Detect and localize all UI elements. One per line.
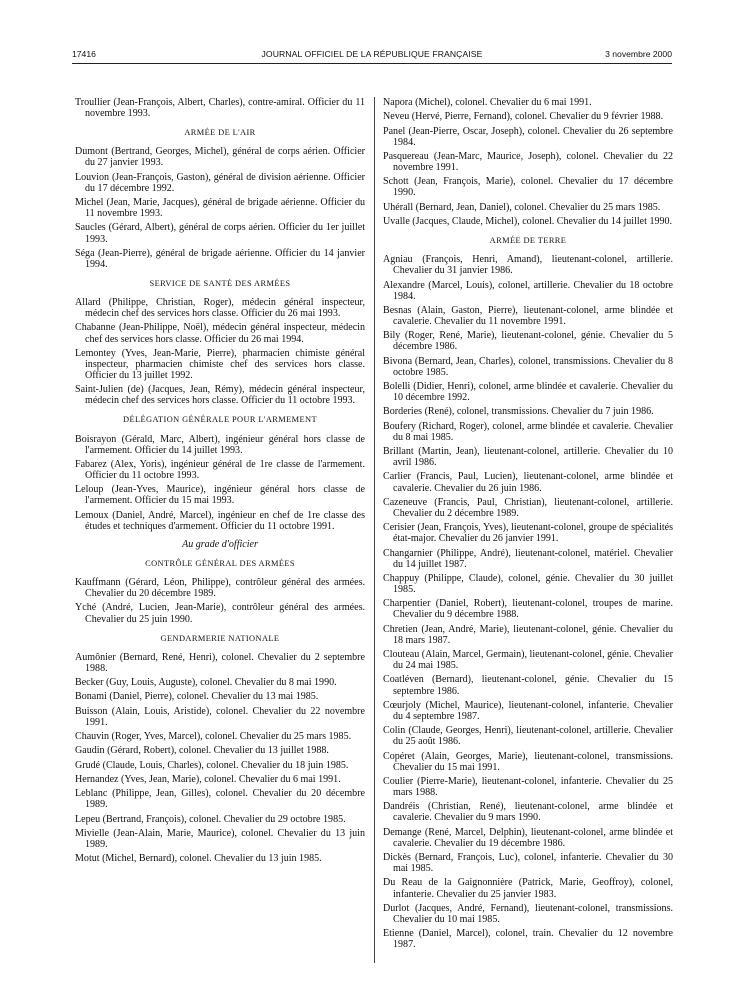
list-entry: Lemontey (Yves, Jean-Marie, Pierre), pharmacien chimiste général inspecteur, pharmacien chimiste chef des services hors classe. Officier du 13 juillet 1992. — [75, 347, 365, 381]
list-entry: Changarnier (Philippe, André), lieutenant-colonel, matériel. Chevalier du 14 juillet 1987. — [383, 547, 673, 570]
list-entry: Gaudin (Gérard, Robert), colonel. Chevalier du 13 juillet 1988. — [75, 745, 329, 757]
list-entry: Dandréis (Christian, René), lieutenant-colonel, arme blindée et cavalerie. Chevalier du 9 mars 1990. — [383, 801, 673, 824]
section-heading: ARMÉE DE L'AIR — [184, 128, 256, 138]
section-heading: ARMÉE DE TERRE — [489, 236, 567, 246]
list-entry: Durlot (Jacques, André, Fernand), lieutenant-colonel, transmissions. Chevalier du 10 mai 1985. — [383, 902, 673, 925]
list-entry: Grudé (Claude, Louis, Charles), colonel. Chevalier du 18 juin 1985. — [75, 759, 349, 771]
header-rule — [72, 63, 672, 64]
list-entry: Besnas (Alain, Gaston, Pierre), lieutenant-colonel, arme blindée et cavalerie. Chevalier du 11 novembre 1991. — [383, 304, 673, 327]
list-entry: Colin (Claude, Georges, Henri), lieutenant-colonel, artillerie. Chevalier du 25 août 1986. — [383, 725, 673, 748]
list-entry: Allard (Philippe, Christian, Roger), médecin général inspecteur, médecin chef des services hors classe. Officier du 26 mai 1993. — [75, 297, 365, 320]
list-entry: Aumônier (Bernard, René, Henri), colonel. Chevalier du 2 septembre 1988. — [75, 651, 365, 674]
list-entry: Lepeu (Bertrand, François), colonel. Chevalier du 29 octobre 1985. — [75, 813, 346, 825]
list-entry: Dickès (Bernard, François, Luc), colonel, infanterie. Chevalier du 30 mai 1985. — [383, 852, 673, 875]
section-heading: DÉLÉGATION GÉNÉRALE POUR L'ARMEMENT — [123, 415, 317, 425]
list-entry: Cœurjoly (Michel, Maurice), lieutenant-colonel, infanterie. Chevalier du 4 septembre 1987. — [383, 699, 673, 722]
list-entry: Leloup (Jean-Yves, Maurice), ingénieur général hors classe de l'armement. Officier du 15 mai 1993. — [75, 484, 365, 507]
list-entry: Chabanne (Jean-Philippe, Noël), médecin général inspecteur, médecin chef des services hors classe. Officier du 26 mai 1994. — [75, 322, 365, 345]
journal-title: JOURNAL OFFICIEL DE LA RÉPUBLIQUE FRANÇAISE — [261, 49, 483, 59]
column-divider — [374, 97, 375, 963]
list-entry: Dumont (Bertrand, Georges, Michel), général de corps aérien. Officier du 27 janvier 1993. — [75, 146, 365, 169]
list-entry: Boufery (Richard, Roger), colonel, arme blindée et cavalerie. Chevalier du 8 mai 1985. — [383, 420, 673, 443]
list-entry: Du Reau de la Gaignonnière (Patrick, Marie, Geoffroy), colonel, infanterie. Chevalier du 25 janvier 1983. — [383, 877, 673, 900]
list-entry: Coulier (Pierre-Marie), lieutenant-colonel, infanterie. Chevalier du 25 mars 1988. — [383, 775, 673, 799]
list-entry: Uvalle (Jacques, Claude, Michel), colonel. Chevalier du 14 juillet 1990. — [383, 215, 673, 227]
list-entry: Fabarez (Alex, Yoris), ingénieur général de 1re classe de l'armement. Officier du 11 octobre 1993. — [75, 458, 365, 482]
list-entry: Hernandez (Yves, Jean, Marie), colonel. Chevalier du 6 mai 1991. — [75, 773, 341, 785]
list-entry: Boisrayon (Gérald, Marc, Albert), ingénieur général hors classe de l'armement. Officier du 14 juillet 1993. — [75, 433, 365, 456]
list-entry: Chauvin (Roger, Yves, Marcel), colonel. Chevalier du 25 mars 1985. — [75, 731, 352, 743]
list-entry: Kauffmann (Gérard, Léon, Philippe), contrôleur général des armées. Chevalier du 20 décembre 1989. — [75, 577, 365, 600]
list-entry: Yché (André, Lucien, Jean-Marie), contrôleur général des armées. Chevalier du 25 juin 1990. — [75, 602, 365, 625]
list-entry: Borderies (René), colonel, transmissions. Chevalier du 7 juin 1986. — [383, 406, 654, 418]
list-entry: Chappuy (Philippe, Claude), colonel, génie. Chevalier du 30 juillet 1985. — [383, 572, 673, 596]
section-heading: GENDARMERIE NATIONALE — [160, 633, 280, 643]
issue-date: 3 novembre 2000 — [605, 49, 672, 59]
list-entry: Agniau (François, Henri, Amand), lieutenant-colonel, artillerie. Chevalier du 31 janvier 1986. — [383, 254, 673, 277]
list-entry: Louvion (Jean-François, Gaston), général de division aérienne. Officier du 17 décembre 1992. — [75, 171, 365, 194]
list-entry: Mivielle (Jean-Alain, Marie, Maurice), colonel. Chevalier du 13 juin 1989. — [75, 827, 365, 850]
list-entry: Alexandre (Marcel, Louis), colonel, artillerie. Chevalier du 18 octobre 1984. — [383, 279, 673, 302]
left-column — [75, 97, 365, 867]
list-entry: Becker (Guy, Louis, Auguste), colonel. Chevalier du 8 mai 1990. — [75, 677, 337, 689]
list-entry: Pasquereau (Jean-Marc, Maurice, Joseph), colonel. Chevalier du 22 novembre 1991. — [383, 150, 673, 174]
list-entry: Clouteau (Alain, Marcel, Germain), lieutenant-colonel, génie. Chevalier du 24 mai 1985. — [383, 649, 673, 672]
list-entry: Copéret (Alain, Georges, Marie), lieutenant-colonel, transmissions. Chevalier du 15 mai 1991. — [383, 750, 673, 773]
list-entry: Neveu (Hervé, Pierre, Fernand), colonel. Chevalier du 9 février 1988. — [383, 111, 664, 123]
grade-subheading: Au grade d'officier — [182, 538, 258, 550]
section-heading: CONTRÔLE GÉNÉRAL DES ARMÉES — [145, 558, 295, 568]
list-entry: Charpentier (Daniel, Robert), lieutenant-colonel, troupes de marine. Chevalier du 9 décembre 1988. — [383, 598, 673, 621]
list-entry: Demange (René, Marcel, Delphin), lieutenant-colonel, arme blindée et cavalerie. Chevalier du 19 décembre 1986. — [383, 826, 673, 849]
list-entry: Brillant (Martin, Jean), lieutenant-colonel, artillerie. Chevalier du 10 avril 1986. — [383, 446, 673, 469]
list-entry: Buisson (Alain, Louis, Aristide), colonel. Chevalier du 22 novembre 1991. — [75, 705, 365, 728]
list-entry: Schott (Jean, François, Marie), colonel. Chevalier du 17 décembre 1990. — [383, 176, 673, 199]
list-entry: Leblanc (Philippe, Jean, Gilles), colonel. Chevalier du 20 décembre 1989. — [75, 788, 365, 811]
list-entry: Saucles (Gérard, Albert), général de corps aérien. Officier du 1er juillet 1993. — [75, 222, 365, 245]
list-entry: Chretien (Jean, André, Marie), lieutenant-colonel, génie. Chevalier du 18 mars 1987. — [383, 623, 673, 646]
page-header — [72, 47, 672, 61]
page-number: 17416 — [72, 49, 96, 59]
list-entry: Cazeneuve (Francis, Paul, Christian), lieutenant-colonel, artillerie. Chevalier du 2 décembre 1989. — [383, 496, 673, 519]
list-entry: Saint-Julien (de) (Jacques, Jean, Rémy), médecin général inspecteur, médecin chef des services hors classe. Officier du 11 octobre 1993. — [75, 384, 365, 407]
list-entry: Bivona (Bernard, Jean, Charles), colonel, transmissions. Chevalier du 8 octobre 1985. — [383, 355, 673, 378]
list-entry: Bily (Roger, René, Marie), lieutenant-colonel, génie. Chevalier du 5 décembre 1986. — [383, 330, 673, 353]
list-entry: Uhérall (Bernard, Jean, Daniel), colonel. Chevalier du 25 mars 1985. — [383, 201, 661, 213]
list-entry: Carlier (Francis, Paul, Lucien), lieutenant-colonel, arme blindée et cavalerie. Chevalier du 26 juin 1986. — [383, 471, 673, 494]
list-entry: Etienne (Daniel, Marcel), colonel, train. Chevalier du 12 novembre 1987. — [383, 928, 673, 951]
list-entry: Cerisier (Jean, François, Yves), lieutenant-colonel, groupe de spécialités état-major. Chevalier du 26 janvier 1991. — [383, 522, 673, 545]
list-entry: Séga (Jean-Pierre), général de brigade aérienne. Officier du 14 janvier 1994. — [75, 247, 365, 270]
list-entry: Michel (Jean, Marie, Jacques), général de brigade aérienne. Officier du 11 novembre 1993. — [75, 197, 365, 220]
list-entry: Troullier (Jean-François, Albert, Charles), contre-amiral. Officier du 11 novembre 1993. — [75, 97, 365, 120]
list-entry: Coatléven (Bernard), lieutenant-colonel, génie. Chevalier du 15 septembre 1986. — [383, 674, 673, 697]
right-column — [383, 97, 673, 954]
section-heading: SERVICE DE SANTÉ DES ARMÉES — [149, 278, 291, 288]
list-entry: Bonami (Daniel, Pierre), colonel. Chevalier du 13 mai 1985. — [75, 691, 319, 703]
list-entry: Panel (Jean-Pierre, Oscar, Joseph), colonel. Chevalier du 26 septembre 1984. — [383, 125, 673, 148]
list-entry: Napora (Michel), colonel. Chevalier du 6 mai 1991. — [383, 97, 592, 108]
list-entry: Bolelli (Didier, Henri), colonel, arme blindée et cavalerie. Chevalier du 10 décembre 1992. — [383, 381, 673, 404]
list-entry: Motut (Michel, Bernard), colonel. Chevalier du 13 juin 1985. — [75, 853, 322, 865]
list-entry: Lemoux (Daniel, André, Marcel), ingénieur en chef de 1re classe des études et techniques d'armement. Officier du 11 octobre 1991. — [75, 509, 365, 532]
